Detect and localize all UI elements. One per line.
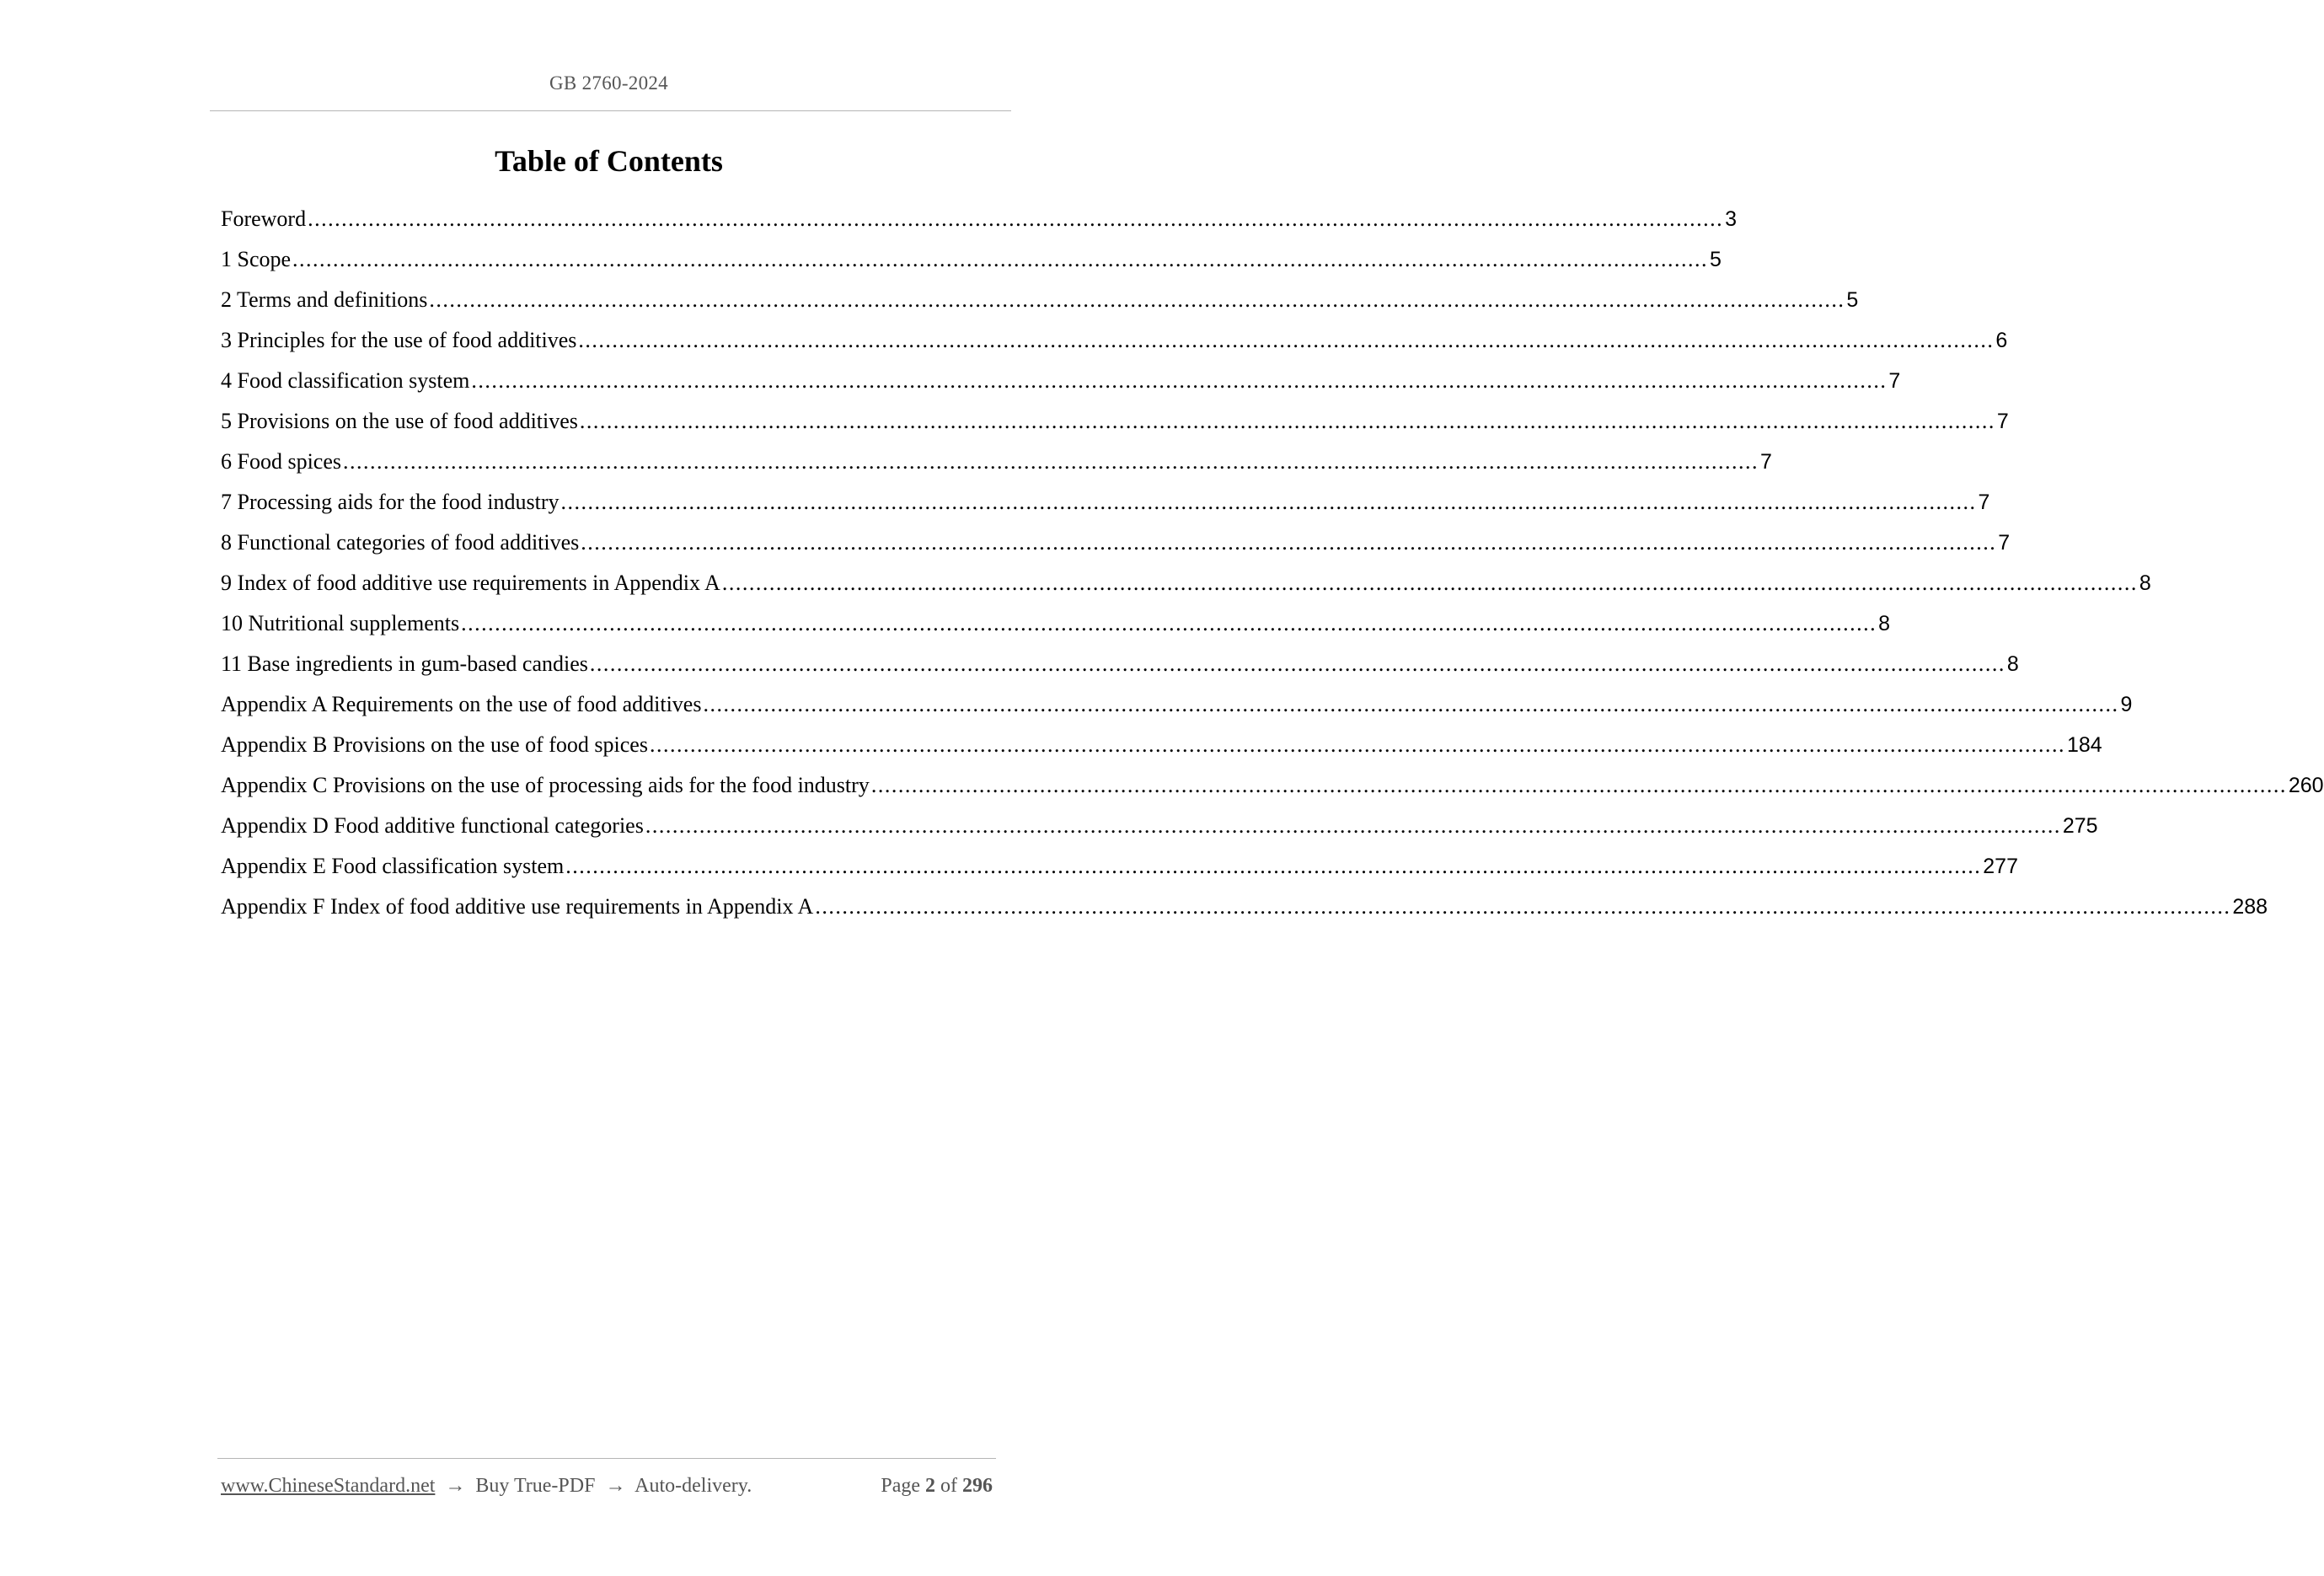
toc-entry-label: Appendix A Requirements on the use of food additives [221,692,702,716]
current-page-number: 2 [925,1475,935,1497]
toc-entry-label: Foreword [221,206,307,231]
toc-entry-appendix-d[interactable] [221,809,2098,850]
toc-entry-nutritional-supplements[interactable] [221,607,1890,647]
toc-entry-label: 2 Terms and definitions [221,287,428,312]
toc-entry-appendix-a[interactable] [221,688,2133,728]
toc-dot-leader: .................................................................................................................................................................................................................. [578,328,1995,352]
toc-page-number: 288 [2232,895,2268,919]
toc-page-number: 5 [1710,248,1722,271]
site-link[interactable]: www.ChineseStandard.net [221,1475,436,1497]
auto-delivery-text: Auto-delivery. [635,1475,752,1497]
toc-entry-foreword[interactable] [221,202,1737,243]
header-standard-code: GB 2760-2024 [549,72,668,94]
toc-entry-appendix-f[interactable] [221,890,2268,930]
page-footer [221,1475,993,1498]
toc-dot-leader: .................................................................................................................................................................................................................. [560,490,1977,514]
toc-page-number: 8 [1878,612,1890,635]
toc-dot-leader: .................................................................................................................................................................................................................. [703,692,2119,716]
toc-page-number: 3 [1725,207,1737,231]
of-word: of [940,1475,957,1497]
buy-true-pdf-text: Buy True-PDF [475,1475,596,1497]
toc-page-number: 7 [1978,490,1990,514]
toc-entry-processing-aids[interactable] [221,485,1990,526]
toc-entry-label: Appendix C Provisions on the use of processing aids for the food industry [221,773,870,797]
toc-entry-label: 8 Functional categories of food additives [221,530,580,555]
toc-page-number: 184 [2066,733,2102,757]
toc-entry-food-spices[interactable] [221,445,1772,485]
page-word: Page [881,1475,920,1497]
toc-entry-label: 10 Nutritional supplements [221,611,460,635]
toc-dot-leader: .................................................................................................................................................................................................................. [461,611,1877,635]
toc-entry-label: 1 Scope [221,247,292,271]
toc-entry-appendix-c[interactable] [221,769,2324,809]
toc-entry-label: 7 Processing aids for the food industry [221,490,560,514]
toc-dot-leader: .................................................................................................................................................................................................................. [471,368,1888,393]
toc-page-number: 260 [2288,774,2324,797]
footer-divider [217,1458,996,1459]
toc-entry-food-classification[interactable] [221,364,1901,405]
toc-dot-leader: .................................................................................................................................................................................................................. [429,287,1845,312]
toc-page-number: 8 [2139,571,2151,595]
toc-page-number: 275 [2062,814,2098,838]
toc-entry-provisions[interactable] [221,405,2009,445]
toc-dot-leader: .................................................................................................................................................................................................................. [308,206,1724,231]
toc-entry-principles[interactable] [221,324,2008,364]
toc-entry-index-appendix-a[interactable] [221,566,2151,607]
toc-entry-label: 5 Provisions on the use of food additives [221,409,578,433]
header-divider [210,110,1011,111]
toc-entry-scope[interactable] [221,243,1722,283]
page-counter [881,1475,993,1498]
toc-dot-leader: .................................................................................................................................................................................................................. [870,773,2287,797]
toc-page-number: 7 [1998,531,2011,555]
toc-entry-label: 9 Index of food additive use requirements in Appendix A [221,571,720,595]
toc-page-number: 7 [1760,450,1772,474]
toc-page-number: 6 [1995,329,2008,352]
toc-dot-leader: .................................................................................................................................................................................................................. [645,813,2061,838]
toc-entry-label: Appendix D Food additive functional categories [221,813,644,838]
toc-entry-label: 3 Principles for the use of food additives [221,328,577,352]
total-pages-number: 296 [962,1475,993,1497]
toc-dot-leader: .................................................................................................................................................................................................................. [581,530,1997,555]
toc-entry-label: Appendix F Index of food additive use requirements in Appendix A [221,894,814,919]
toc-dot-leader: .................................................................................................................................................................................................................. [565,854,1982,878]
toc-entry-terms[interactable] [221,283,1859,324]
toc-entry-label: Appendix E Food classification system [221,854,565,878]
toc-entry-base-ingredients[interactable] [221,647,2019,688]
toc-page-number: 277 [1983,855,2018,878]
page-title: Table of Contents [495,144,723,178]
toc-dot-leader: .................................................................................................................................................................................................................. [721,571,2138,595]
toc-entry-appendix-b[interactable] [221,728,2102,769]
toc-entry-label: 4 Food classification system [221,368,470,393]
footer-promo [221,1475,752,1498]
right-arrow-icon: → [605,1475,626,1497]
toc-page-number: 8 [2006,652,2019,676]
toc-dot-leader: .................................................................................................................................................................................................................. [589,651,2005,676]
toc-dot-leader: .................................................................................................................................................................................................................. [343,449,1759,474]
toc-entry-appendix-e[interactable] [221,850,2018,890]
toc-dot-leader: .................................................................................................................................................................................................................. [815,894,2231,919]
toc-page-number: 9 [2120,693,2133,716]
right-arrow-icon: → [445,1475,466,1497]
toc-dot-leader: .................................................................................................................................................................................................................. [649,732,2065,757]
toc-list [221,202,2324,930]
toc-entry-label: Appendix B Provisions on the use of food spices [221,732,648,757]
toc-entry-functional-categories[interactable] [221,526,2011,566]
toc-page-number: 5 [1846,288,1859,312]
toc-page-number: 7 [1996,410,2009,433]
toc-entry-label: 6 Food spices [221,449,341,474]
toc-page-number: 7 [1888,369,1901,393]
toc-dot-leader: .................................................................................................................................................................................................................. [579,409,1995,433]
toc-dot-leader: .................................................................................................................................................................................................................. [292,247,1709,271]
toc-entry-label: 11 Base ingredients in gum-based candies [221,651,588,676]
